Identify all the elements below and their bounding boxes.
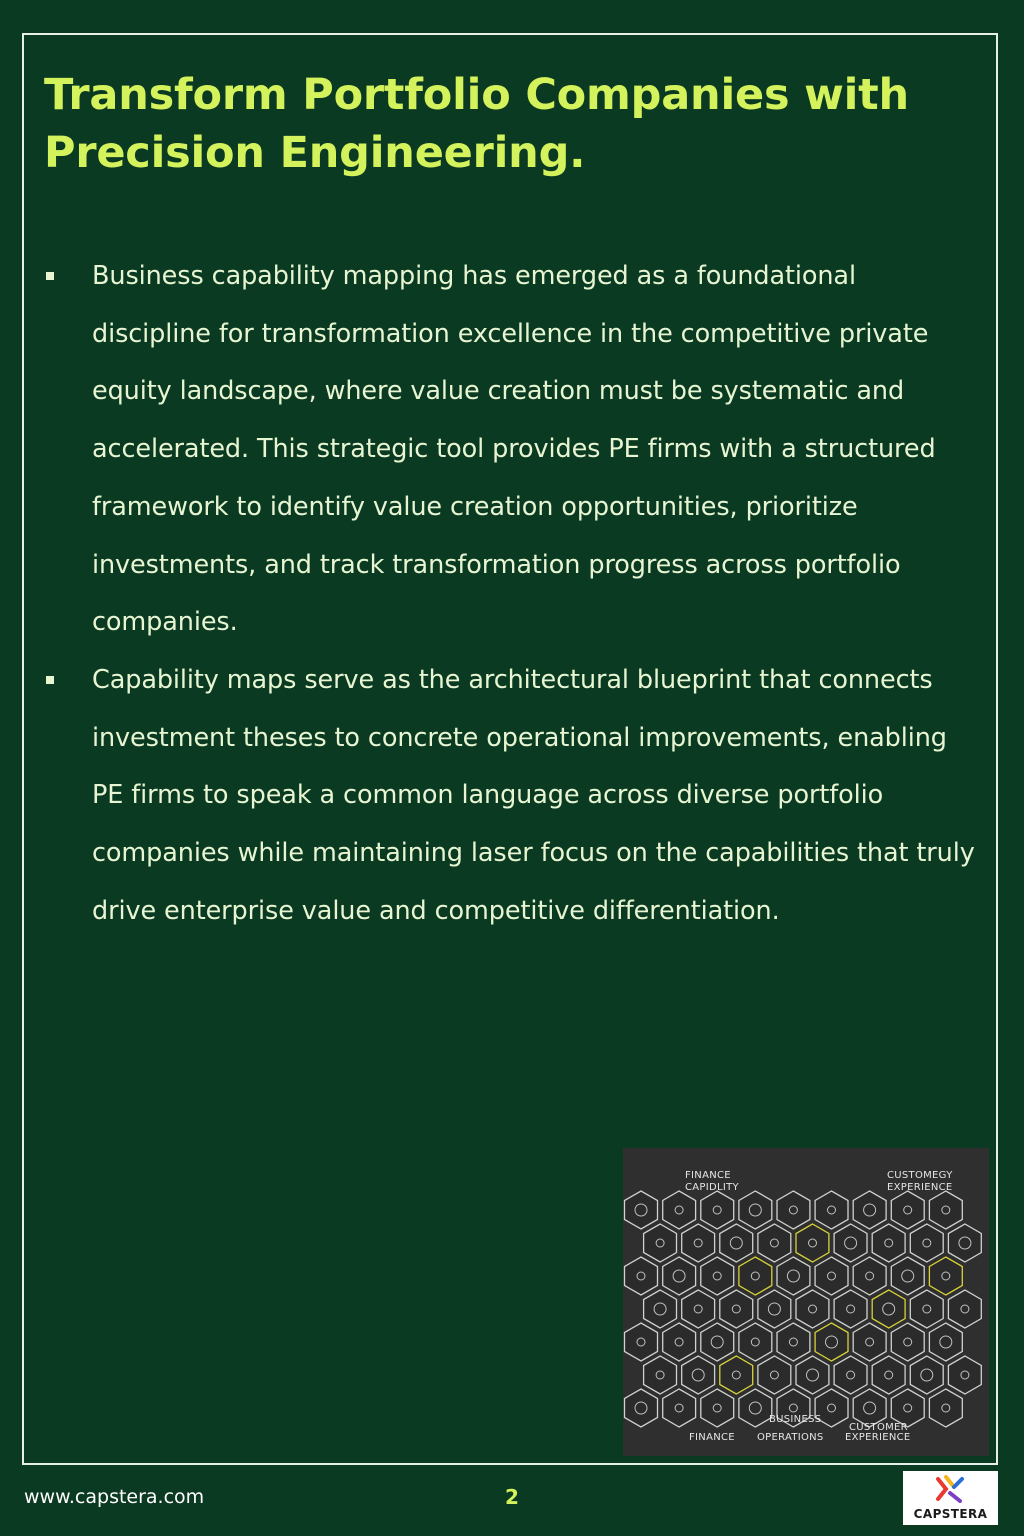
square-bullet-icon xyxy=(46,272,54,280)
hexagon-node-icon xyxy=(720,1356,753,1394)
hexagon-node-icon xyxy=(663,1257,696,1295)
hexagon-node-icon xyxy=(872,1290,905,1328)
hexagon-node-icon xyxy=(910,1290,943,1328)
page-title: Transform Portfolio Companies with Precision Engineering. xyxy=(44,70,909,178)
hexagon-node-icon xyxy=(777,1191,810,1229)
hexagon-node-icon xyxy=(644,1356,677,1394)
bullet-text: Capability maps serve as the architectural blueprint that connects investment theses to concrete operational improvements, enabling PE firms to speak a common language across diverse portfolio companies while maintaining laser focus on the capabilities that truly drive enterprise value and competitive differentiation. xyxy=(92,664,975,926)
hexagon-node-icon xyxy=(739,1191,772,1229)
label-finance-capability-1: FINANCE xyxy=(685,1170,731,1181)
hexagon-node-icon xyxy=(796,1290,829,1328)
hexagon-node-icon xyxy=(853,1323,886,1361)
hexagon-node-icon xyxy=(625,1191,658,1229)
label-customer: CUSTOMER xyxy=(849,1422,908,1433)
hexagon-node-icon xyxy=(758,1224,791,1262)
hexagon-node-icon xyxy=(929,1191,962,1229)
hexagon-node-icon xyxy=(644,1290,677,1328)
hexagon-node-icon xyxy=(777,1323,810,1361)
capability-map-illustration xyxy=(623,1148,989,1456)
hexagon-node-icon xyxy=(625,1389,658,1427)
hexagon-node-icon xyxy=(929,1323,962,1361)
label-finance: FINANCE xyxy=(689,1432,735,1443)
hexagon-node-icon xyxy=(739,1389,772,1427)
hexagon-node-icon xyxy=(701,1389,734,1427)
hexagon-node-icon xyxy=(891,1323,924,1361)
hexagon-node-icon xyxy=(910,1356,943,1394)
hexagon-node-icon xyxy=(720,1224,753,1262)
label-customer-experience: EXPERIENCE xyxy=(845,1432,911,1443)
hexagon-node-icon xyxy=(891,1257,924,1295)
hexagon-node-icon xyxy=(644,1224,677,1262)
hexagon-node-icon xyxy=(872,1356,905,1394)
hexagon-node-icon xyxy=(777,1257,810,1295)
hexagon-node-icon xyxy=(701,1323,734,1361)
hexagon-node-icon xyxy=(853,1257,886,1295)
square-bullet-icon xyxy=(46,676,54,684)
hexagon-node-icon xyxy=(834,1224,867,1262)
hexagon-node-icon xyxy=(625,1323,658,1361)
bullet-text: Business capability mapping has emerged as a foundational discipline for transformation excellence in the competitive private equity landscape, where value creation must be systematic and accelerated. This strategic tool provides PE firms with a structured framework to identify value creation opportunities, prioritize investments, and track transformation progress across portfolio companies. xyxy=(92,261,936,638)
hexagon-node-icon xyxy=(701,1257,734,1295)
hexagon-node-icon xyxy=(815,1191,848,1229)
hexagon-node-icon xyxy=(682,1290,715,1328)
hexagon-node-icon xyxy=(796,1356,829,1394)
hexagon-node-icon xyxy=(929,1389,962,1427)
hexagon-node-icon xyxy=(758,1356,791,1394)
hexagon-node-icon xyxy=(663,1389,696,1427)
hexagon-node-icon xyxy=(739,1257,772,1295)
hexagon-node-icon xyxy=(815,1323,848,1361)
hexagon-node-icon xyxy=(720,1290,753,1328)
hexagon-node-icon xyxy=(834,1356,867,1394)
hexagon-node-icon xyxy=(929,1257,962,1295)
hexagon-node-icon xyxy=(625,1257,658,1295)
hexagon-network-graphic xyxy=(623,1148,989,1456)
hexagon-node-icon xyxy=(663,1191,696,1229)
hexagon-node-icon xyxy=(663,1323,696,1361)
hexagon-node-icon xyxy=(948,1356,981,1394)
capstera-logo-mark-icon xyxy=(932,1475,968,1503)
hexagon-node-icon xyxy=(910,1224,943,1262)
capstera-logo xyxy=(903,1471,998,1525)
footer-website-link[interactable]: www.capstera.com xyxy=(24,1486,205,1508)
hexagon-grid xyxy=(625,1191,982,1427)
label-business: BUSINESS xyxy=(769,1414,822,1425)
hexagon-node-icon xyxy=(701,1191,734,1229)
hexagon-node-icon xyxy=(853,1191,886,1229)
hexagon-node-icon xyxy=(758,1290,791,1328)
label-customer-experience-1: CUSTOMEGY xyxy=(887,1170,953,1181)
hexagon-node-icon xyxy=(682,1356,715,1394)
logo-text: CAPSTERA xyxy=(913,1507,988,1521)
bullet-item xyxy=(40,248,975,652)
hexagon-node-icon xyxy=(891,1191,924,1229)
hexagon-node-icon xyxy=(834,1290,867,1328)
bullet-list xyxy=(40,248,975,940)
hexagon-node-icon xyxy=(796,1224,829,1262)
label-customer-experience-2: EXPERIENCE xyxy=(887,1182,953,1193)
hexagon-node-icon xyxy=(682,1224,715,1262)
label-operations: OPERATIONS xyxy=(757,1432,824,1443)
hexagon-node-icon xyxy=(872,1224,905,1262)
label-finance-capability-2: CAPIDLITY xyxy=(685,1182,739,1193)
hexagon-node-icon xyxy=(815,1257,848,1295)
bullet-item xyxy=(40,652,975,941)
page-number: 2 xyxy=(505,1485,519,1509)
hexagon-node-icon xyxy=(948,1290,981,1328)
hexagon-node-icon xyxy=(739,1323,772,1361)
hexagon-node-icon xyxy=(948,1224,981,1262)
